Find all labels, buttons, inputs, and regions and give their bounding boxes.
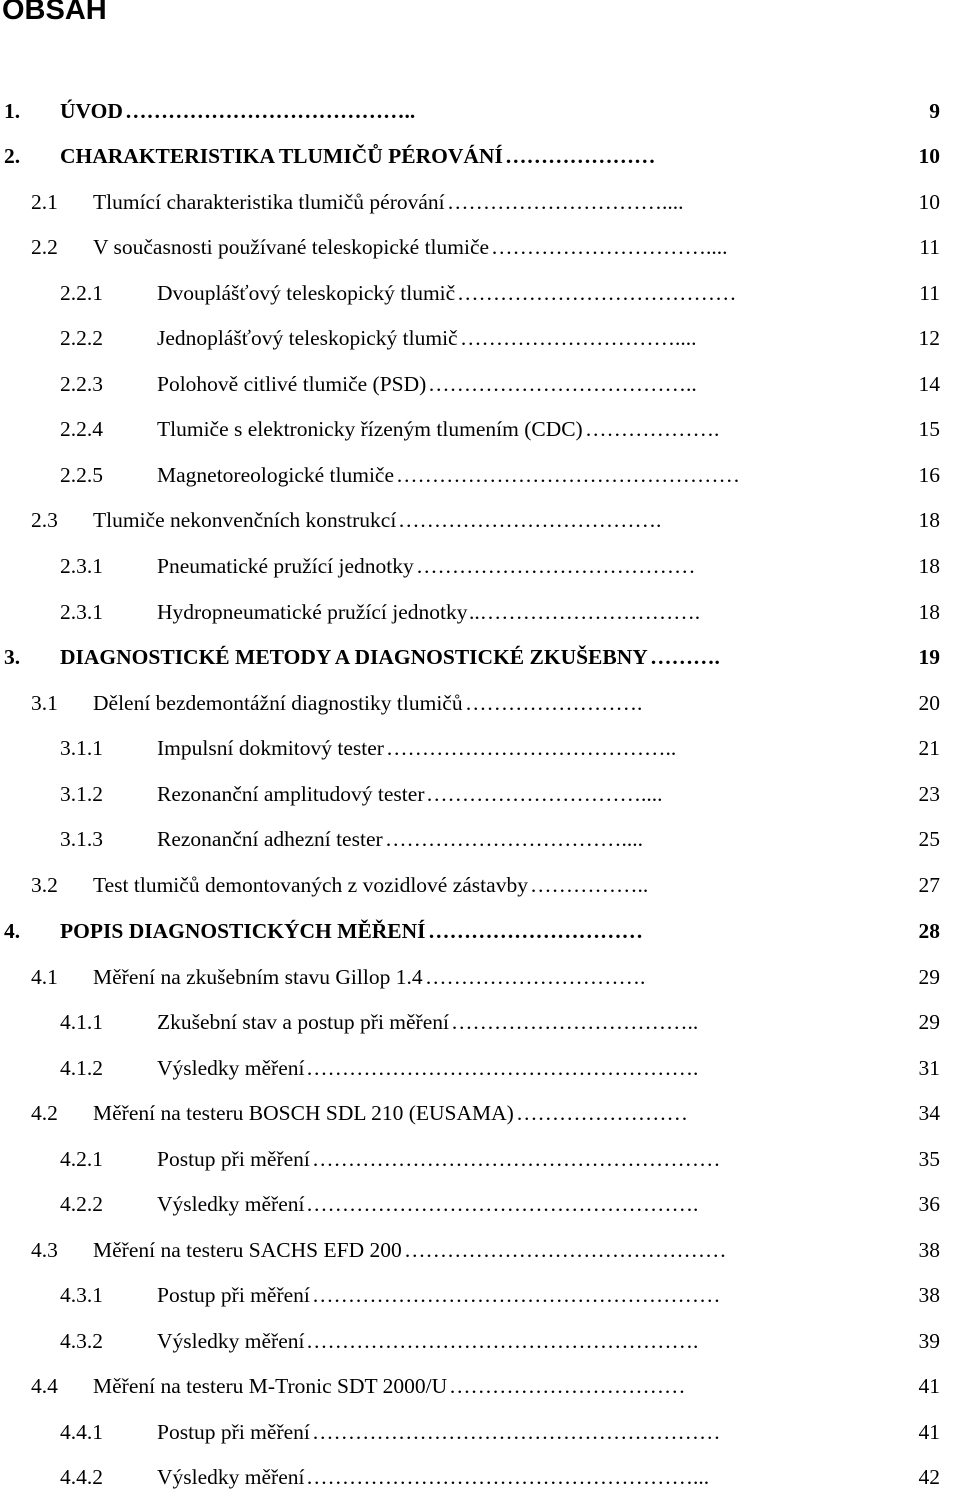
toc-entry-page: 28 bbox=[918, 919, 940, 943]
toc-entry[interactable] bbox=[0, 1461, 960, 1493]
toc-entry-title: Měření na testeru M-Tronic SDT 2000/U bbox=[93, 1374, 448, 1398]
toc-entry[interactable] bbox=[0, 1279, 960, 1311]
toc-entry-page: 19 bbox=[918, 645, 940, 669]
toc-entry-title: Postup při měření bbox=[157, 1147, 310, 1171]
toc-entry-number: 4.4.2 bbox=[60, 1465, 103, 1489]
toc-entry-page: 16 bbox=[918, 463, 940, 487]
toc-entry-number: 4.4 bbox=[31, 1374, 58, 1398]
toc-entry-leader: …………………… bbox=[516, 1101, 688, 1125]
toc-entry-title: Zkušební stav a postup při měření bbox=[157, 1010, 449, 1034]
toc-entry-title: CHARAKTERISTIKA TLUMIČŮ PÉROVÁNÍ bbox=[60, 144, 503, 168]
toc-entry[interactable] bbox=[0, 961, 960, 993]
toc-entry-page: 18 bbox=[918, 508, 940, 532]
toc-entry[interactable] bbox=[0, 1416, 960, 1448]
toc-entry[interactable] bbox=[0, 1097, 960, 1129]
toc-entry-number: 2.3 bbox=[31, 508, 58, 532]
toc-entry-number: 4.1 bbox=[31, 965, 58, 989]
toc-entry-number: 2.3.1 bbox=[60, 554, 103, 578]
toc-entry-number: 3. bbox=[4, 645, 21, 669]
toc-entry-page: 23 bbox=[918, 782, 940, 806]
toc-entry-leader: ………………………………….. bbox=[125, 99, 416, 123]
toc-entry-leader: …………………………….. bbox=[451, 1010, 699, 1034]
toc-entry-number: 3.1.3 bbox=[60, 827, 103, 851]
toc-entry-page: 41 bbox=[918, 1420, 940, 1444]
toc-entry-title: Test tlumičů demontovaných z vozidlové zástavby bbox=[93, 873, 528, 897]
toc-entry-leader: ………………………….... bbox=[460, 326, 697, 350]
toc-entry-number: 4.3.2 bbox=[60, 1329, 103, 1353]
toc-entry[interactable] bbox=[0, 687, 960, 719]
toc-entry-leader: ………………………….... bbox=[426, 782, 663, 806]
toc-entry-number: 4.2.1 bbox=[60, 1147, 103, 1171]
toc-entry-number: 4. bbox=[4, 919, 21, 943]
toc-entry-title: Tlumiče s elektronicky řízeným tlumením (CDC) bbox=[157, 417, 583, 441]
toc-entry-page: 29 bbox=[918, 965, 940, 989]
toc-entry-page: 39 bbox=[918, 1329, 940, 1353]
toc-entry-leader: ..…………………………. bbox=[469, 600, 701, 624]
toc-entry-title: Magnetoreologické tlumiče bbox=[157, 463, 395, 487]
toc-entry-number: 4.1.1 bbox=[60, 1010, 103, 1034]
toc-entry-leader: …………………………. bbox=[425, 965, 646, 989]
toc-entry-leader: ………………………………………………. bbox=[306, 1192, 699, 1216]
toc-entry-title: DIAGNOSTICKÉ METODY A DIAGNOSTICKÉ ZKUŠEBNY bbox=[60, 645, 648, 669]
toc-entry[interactable] bbox=[0, 732, 960, 764]
toc-entry-leader: ……………………………………… bbox=[404, 1238, 727, 1262]
toc-entry-number: 2.1 bbox=[31, 190, 58, 214]
toc-entry-leader: …………….. bbox=[530, 873, 649, 897]
toc-entry-title: Výsledky měření bbox=[157, 1056, 305, 1080]
toc-entry-page: 25 bbox=[918, 827, 940, 851]
toc-entry-leader: ………………………………….. bbox=[386, 736, 677, 760]
toc-entry-number: 3.1 bbox=[31, 691, 58, 715]
toc-entry-title: Měření na testeru BOSCH SDL 210 (EUSAMA) bbox=[93, 1101, 514, 1125]
toc-entry-title: Impulsní dokmitový tester bbox=[157, 736, 384, 760]
toc-entry-page: 11 bbox=[919, 281, 940, 305]
toc-entry-leader: …………………………… bbox=[449, 1374, 686, 1398]
toc-entry-title: Rezonanční amplitudový tester bbox=[157, 782, 425, 806]
toc-entry-title: Výsledky měření bbox=[157, 1192, 305, 1216]
toc-entry-number: 2.2.3 bbox=[60, 372, 103, 396]
toc-entry[interactable] bbox=[0, 915, 960, 947]
toc-entry-leader: ………………………………. bbox=[398, 508, 662, 532]
toc-entry[interactable] bbox=[0, 1006, 960, 1038]
page-title: OBSAH bbox=[2, 0, 107, 26]
toc-entry-title: Postup při měření bbox=[157, 1420, 310, 1444]
toc-entry-number: 4.2 bbox=[31, 1101, 58, 1125]
toc-entry[interactable] bbox=[0, 550, 960, 582]
toc-entry-title: Postup při měření bbox=[157, 1283, 310, 1307]
toc-entry-title: Dvouplášťový teleskopický tlumič bbox=[157, 281, 456, 305]
toc-entry-title: Dělení bezdemontážní diagnostiky tlumičů bbox=[93, 691, 463, 715]
toc-entry-number: 3.2 bbox=[31, 873, 58, 897]
toc-entry[interactable] bbox=[0, 1325, 960, 1357]
toc-entry-leader: ………………………………… bbox=[416, 554, 696, 578]
toc-entry[interactable] bbox=[0, 368, 960, 400]
toc-entry-page: 27 bbox=[918, 873, 940, 897]
toc-entry[interactable] bbox=[0, 186, 960, 218]
toc-entry-leader: ……………………. bbox=[465, 691, 643, 715]
toc-entry[interactable] bbox=[0, 140, 960, 172]
toc-entry-leader: ………………………………… bbox=[457, 281, 737, 305]
toc-entry-number: 2. bbox=[4, 144, 21, 168]
toc-entry-leader: ………………………………………………… bbox=[312, 1420, 721, 1444]
toc-entry-page: 18 bbox=[918, 554, 940, 578]
toc-entry-page: 10 bbox=[918, 190, 940, 214]
toc-entry-page: 36 bbox=[918, 1192, 940, 1216]
toc-entry[interactable] bbox=[0, 1370, 960, 1402]
toc-entry-title: ÚVOD bbox=[60, 99, 123, 123]
toc-entry-number: 4.1.2 bbox=[60, 1056, 103, 1080]
toc-entry-number: 2.2 bbox=[31, 235, 58, 259]
toc-entry-number: 1. bbox=[4, 99, 21, 123]
toc-entry-leader: ………………………………………………… bbox=[312, 1283, 721, 1307]
toc-entry-leader: …………………………….... bbox=[385, 827, 643, 851]
toc-entry[interactable] bbox=[0, 231, 960, 263]
toc-entry-number: 2.2.2 bbox=[60, 326, 103, 350]
toc-entry-leader: ………………………………………………… bbox=[312, 1147, 721, 1171]
toc-entry-page: 18 bbox=[918, 600, 940, 624]
toc-entry-number: 3.1.2 bbox=[60, 782, 103, 806]
toc-entry[interactable] bbox=[0, 504, 960, 536]
toc-entry-title: Tlumící charakteristika tlumičů pérování bbox=[93, 190, 445, 214]
toc-entry-number: 2.2.5 bbox=[60, 463, 103, 487]
toc-entry-leader: ………. bbox=[650, 645, 720, 669]
toc-entry[interactable] bbox=[0, 869, 960, 901]
toc-entry[interactable] bbox=[0, 322, 960, 354]
toc-entry-title: Rezonanční adhezní tester bbox=[157, 827, 383, 851]
toc-entry-number: 2.2.1 bbox=[60, 281, 103, 305]
toc-entry-leader: ………………………………………………. bbox=[306, 1056, 699, 1080]
toc-entry-title: Výsledky měření bbox=[157, 1329, 305, 1353]
toc-entry-leader: ……………………………….. bbox=[428, 372, 697, 396]
toc-entry-leader: ………………. bbox=[585, 417, 720, 441]
toc-entry-number: 4.3.1 bbox=[60, 1283, 103, 1307]
toc-entry-number: 4.2.2 bbox=[60, 1192, 103, 1216]
toc-entry-title: Hydropneumatické pružící jednotky bbox=[157, 600, 468, 624]
toc-entry[interactable] bbox=[0, 413, 960, 445]
toc-entry-title: Měření na testeru SACHS EFD 200 bbox=[93, 1238, 402, 1262]
toc-entry-title: POPIS DIAGNOSTICKÝCH MĚŘENÍ bbox=[60, 919, 426, 943]
toc-entry-page: 34 bbox=[918, 1101, 940, 1125]
toc-entry[interactable] bbox=[0, 459, 960, 491]
toc-entry[interactable] bbox=[0, 596, 960, 628]
toc-entry-page: 21 bbox=[918, 736, 940, 760]
toc-entry-page: 35 bbox=[918, 1147, 940, 1171]
toc-entry-leader: ………………………………………………... bbox=[306, 1465, 710, 1489]
toc-entry-page: 20 bbox=[918, 691, 940, 715]
toc-entry-page: 12 bbox=[918, 326, 940, 350]
toc-entry-leader: ………………………………………………. bbox=[306, 1329, 699, 1353]
toc-entry[interactable] bbox=[0, 1143, 960, 1175]
toc-entry[interactable] bbox=[0, 277, 960, 309]
toc-entry-number: 2.3.1 bbox=[60, 600, 103, 624]
toc-entry[interactable] bbox=[0, 823, 960, 855]
toc-entry[interactable] bbox=[0, 1188, 960, 1220]
toc-entry-number: 4.3 bbox=[31, 1238, 58, 1262]
toc-entry-title: Výsledky měření bbox=[157, 1465, 305, 1489]
toc-entry-title: Tlumiče nekonvenčních konstrukcí bbox=[93, 508, 397, 532]
toc-entry-title: Polohově citlivé tlumiče (PSD) bbox=[157, 372, 427, 396]
toc-entry-number: 4.4.1 bbox=[60, 1420, 103, 1444]
toc-entry-page: 31 bbox=[918, 1056, 940, 1080]
toc-entry-title: Jednoplášťový teleskopický tlumič bbox=[157, 326, 458, 350]
toc-entry-leader: ………………………….... bbox=[447, 190, 684, 214]
toc-entry-page: 11 bbox=[919, 235, 940, 259]
toc-entry-leader: ………………………………………… bbox=[396, 463, 740, 487]
toc-entry-number: 3.1.1 bbox=[60, 736, 103, 760]
toc-entry-page: 14 bbox=[918, 372, 940, 396]
toc-entry-page: 42 bbox=[918, 1465, 940, 1489]
toc-entry-page: 41 bbox=[918, 1374, 940, 1398]
toc-entry-page: 29 bbox=[918, 1010, 940, 1034]
toc-entry-page: 9 bbox=[929, 99, 940, 123]
toc-entry-leader: ………………………….... bbox=[491, 235, 728, 259]
toc-entry[interactable] bbox=[0, 1052, 960, 1084]
toc-entry[interactable] bbox=[0, 641, 960, 673]
toc-entry[interactable] bbox=[0, 1234, 960, 1266]
toc-entry-page: 15 bbox=[918, 417, 940, 441]
toc-entry[interactable] bbox=[0, 95, 960, 127]
toc-entry-page: 38 bbox=[918, 1238, 940, 1262]
toc-entry-leader: ………………………… bbox=[428, 919, 643, 943]
toc-entry-page: 38 bbox=[918, 1283, 940, 1307]
toc-entry-number: 2.2.4 bbox=[60, 417, 103, 441]
toc-entry-title: Měření na zkušebním stavu Gillop 1.4 bbox=[93, 965, 423, 989]
toc-entry-title: Pneumatické pružící jednotky bbox=[157, 554, 414, 578]
toc-entry-page: 10 bbox=[918, 144, 940, 168]
toc-entry[interactable] bbox=[0, 778, 960, 810]
toc-entry-leader: ………………… bbox=[505, 144, 656, 168]
toc-entry-title: V současnosti používané teleskopické tlumiče bbox=[93, 235, 490, 259]
